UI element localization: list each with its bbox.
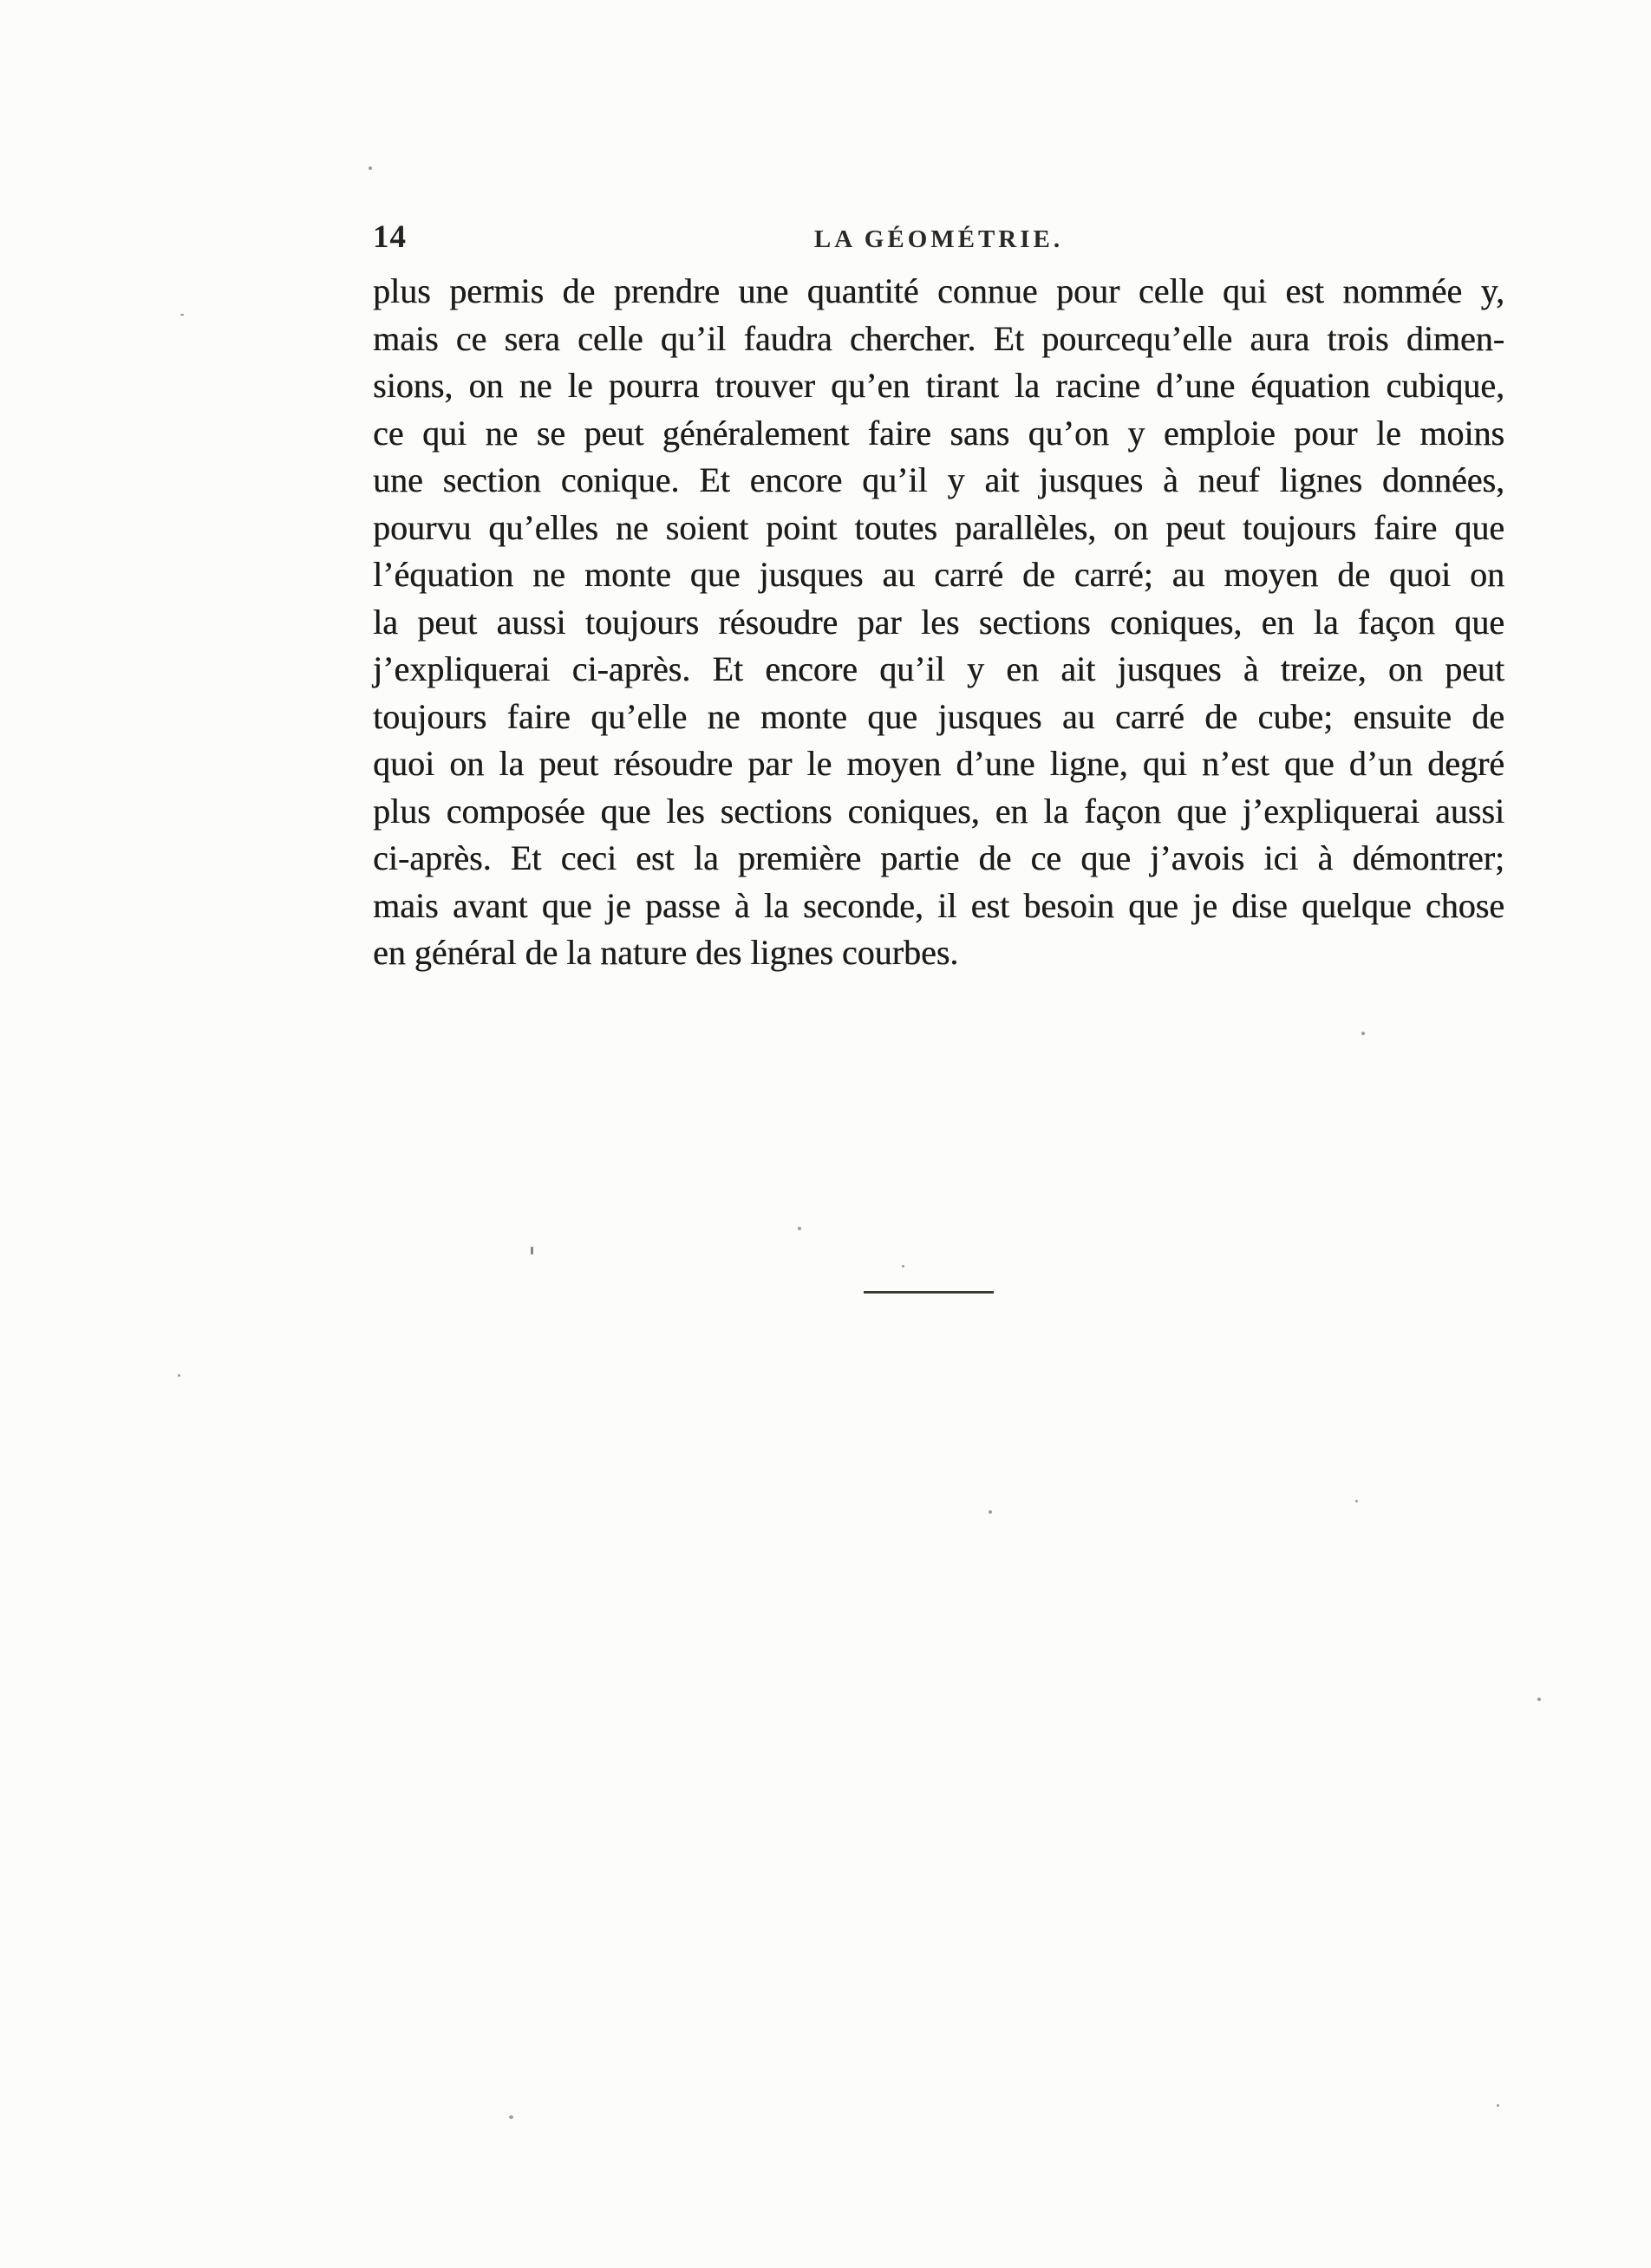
text-line: mais ce sera celle qu’il faudra chercher. Et pourcequ’elle aura trois dimen- bbox=[373, 318, 1504, 358]
text-line: mais avant que je passe à la seconde, il est besoin que je dise quelque chose bbox=[373, 885, 1504, 925]
scan-speck bbox=[531, 1247, 533, 1255]
text-line: quoi on la peut résoudre par le moyen d’une ligne, qui n’est que d’un degré bbox=[373, 744, 1504, 783]
scan-speck bbox=[1537, 1698, 1541, 1701]
text-line: pourvu qu’elles ne soient point toutes parallèles, on peut toujours faire que bbox=[373, 507, 1504, 547]
page-header bbox=[373, 211, 1504, 256]
text-line: toujours faire qu’elle ne monte que jusques au carré de cube; ensuite de bbox=[373, 696, 1504, 736]
text-line: sions, on ne le pourra trouver qu’en tirant la racine d’une équation cubique, bbox=[373, 366, 1504, 405]
section-divider bbox=[864, 1291, 994, 1294]
scan-speck bbox=[509, 2115, 513, 2119]
scan-speck bbox=[989, 1510, 992, 1514]
scan-speck bbox=[1361, 1032, 1365, 1035]
scan-speck bbox=[902, 1265, 904, 1268]
text-line: ci-après. Et ceci est la première partie de ce que j’avois ici à démontrer; bbox=[373, 838, 1504, 877]
text-line: j’expliquerai ci-après. Et encore qu’il y en ait jusques à treize, on peut bbox=[373, 649, 1504, 688]
text-line: l’équation ne monte que jusques au carré de carré; au moyen de quoi on bbox=[373, 555, 1504, 594]
text-line: ce qui ne se peut généralement faire sans qu’on y emploie pour le moins bbox=[373, 413, 1504, 453]
text-line: la peut aussi toujours résoudre par les sections coniques, en la façon que bbox=[373, 602, 1504, 642]
scan-speck bbox=[1497, 2104, 1499, 2107]
scan-speck bbox=[369, 166, 372, 170]
text-block bbox=[373, 211, 1504, 1294]
text-line: plus composée que les sections coniques, en la façon que j’expliquerai aussi bbox=[373, 791, 1504, 831]
page-number: 14 bbox=[373, 219, 407, 255]
scan-speck bbox=[178, 1374, 180, 1377]
body-text bbox=[373, 268, 1504, 977]
text-line: en général de la nature des lignes courbes. bbox=[373, 933, 959, 972]
running-title: LA GÉOMÉTRIE. bbox=[813, 225, 1064, 253]
scan-speck bbox=[1355, 1500, 1358, 1502]
text-line: plus permis de prendre une quantité connue pour celle qui est nommée y, bbox=[373, 271, 1504, 310]
text-line: une section conique. Et encore qu’il y ait jusques à neuf lignes données, bbox=[373, 460, 1504, 499]
scan-speck bbox=[798, 1227, 801, 1230]
scan-speck bbox=[180, 314, 184, 316]
